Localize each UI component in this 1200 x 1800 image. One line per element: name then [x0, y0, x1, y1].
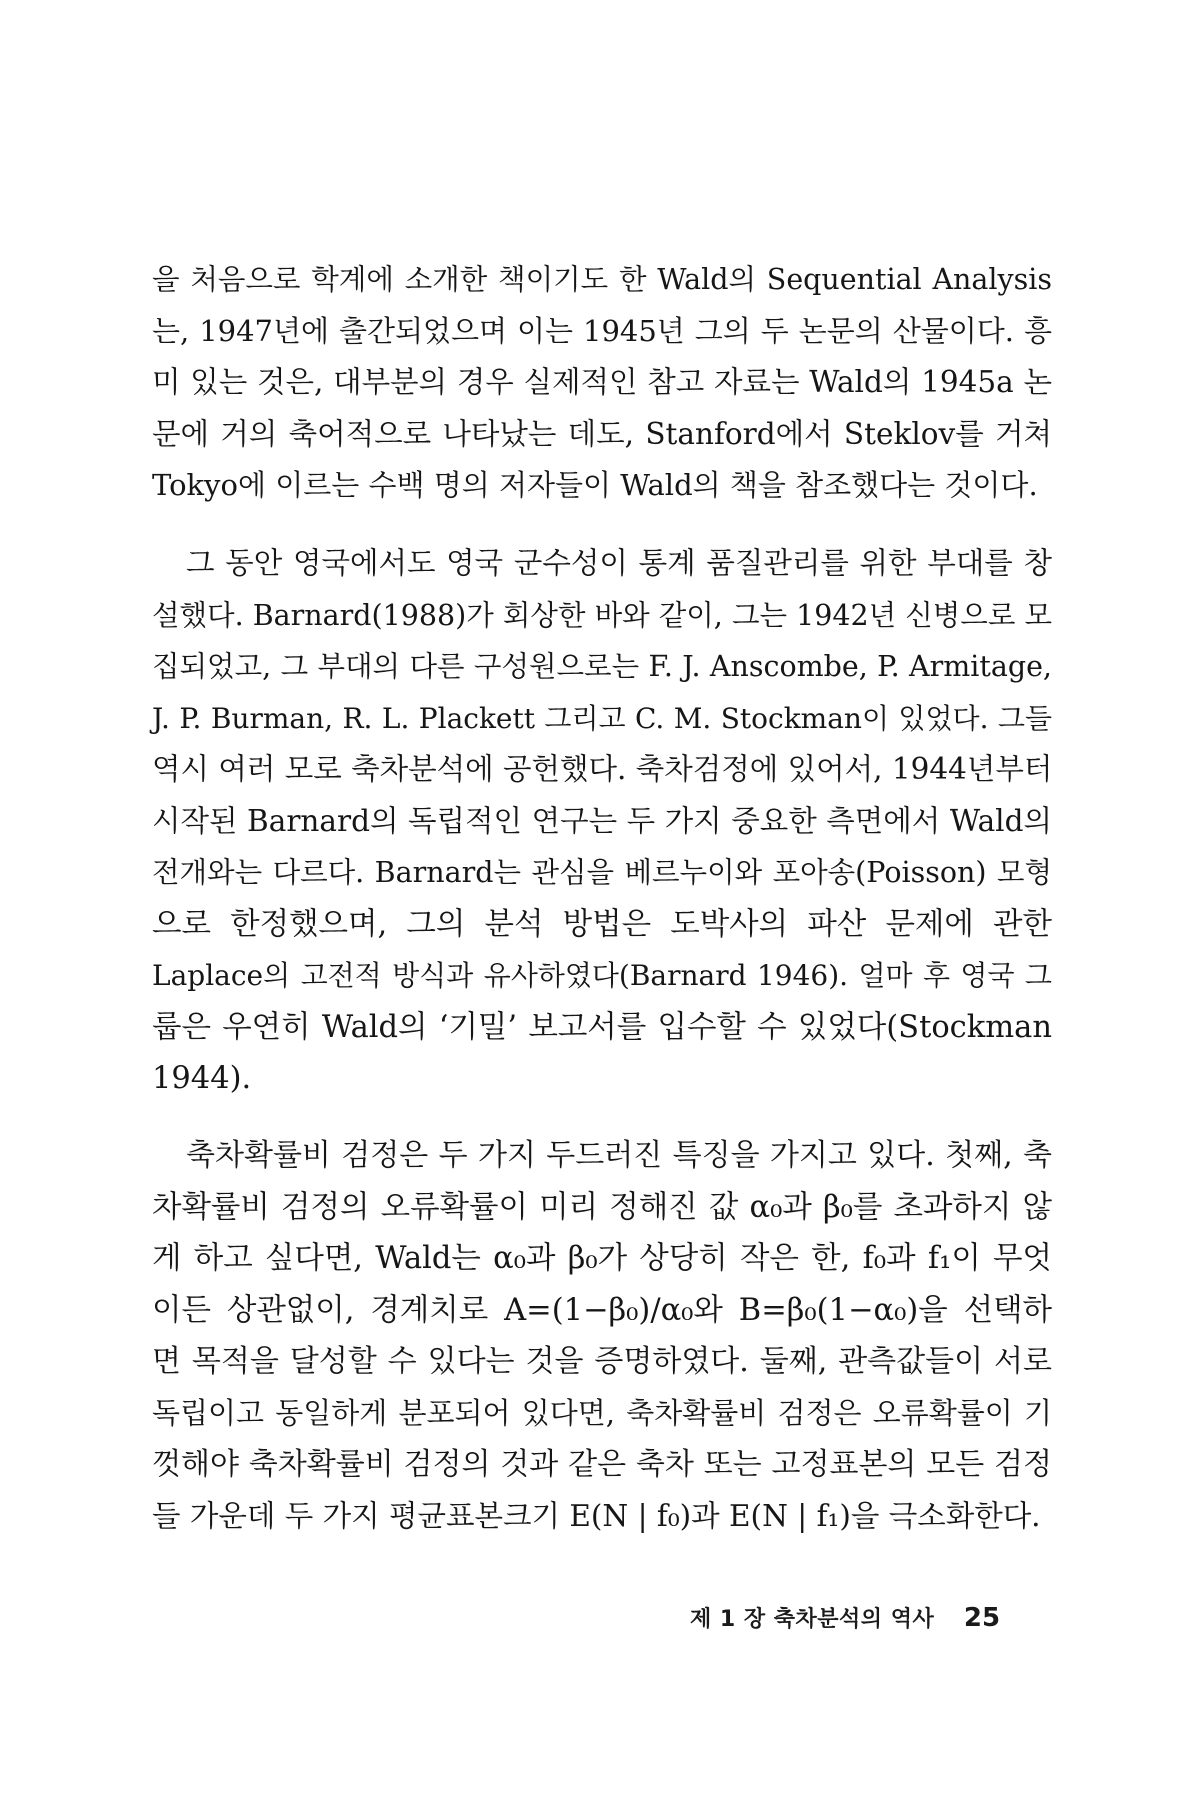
text-line: Tokyo에 이르는 수백 명의 저자들이 Wald의 책을 참조했다는 것이다. — [152, 468, 1038, 502]
text-line: 역시 여러 모로 축차분석에 공헌했다. 축차검정에 있어서, 1944년부터 — [152, 752, 1053, 786]
text-line: 독립이고 동일하게 분포되어 있다면, 축차확률비 검정은 오류확률이 기 — [152, 1395, 1052, 1430]
paragraph-wald-book — [152, 254, 1052, 512]
text-line: 집되었고, 그 부대의 다른 구성원으로는 F. J. Anscombe, P. Armitage, — [152, 650, 1052, 683]
text-line: 는, 1947년에 출간되었으며 이는 1945년 그의 두 논문의 산물이다. 흥 — [152, 313, 1052, 348]
text-line: J. P. Burman, R. L. Plackett 그리고 C. M. Stockman이 있었다. 그들 — [152, 701, 1052, 735]
text-line: 미 있는 것은, 대부분의 경우 실제적인 참고 자료는 Wald의 1945a 논 — [152, 365, 1052, 399]
text-line: 으로 한정했으며, 그의 분석 방법은 도박사의 파산 문제에 관한 — [152, 906, 1052, 942]
text-line: 이든 상관없이, 경계치로 A=(1−β₀)/α₀와 B=β₀(1−α₀)을 선택하 — [152, 1292, 1052, 1328]
text-line: 면 목적을 달성할 수 있다는 것을 증명하였다. 둘째, 관측값들이 서로 — [152, 1344, 1052, 1379]
text-line: 룹은 우연히 Wald의 ‘기밀’ 보고서를 입수할 수 있었다(Stockman — [152, 1009, 1052, 1045]
text-line: 설했다. Barnard(1988)가 회상한 바와 같이, 그는 1942년 신병으로 모 — [152, 598, 1052, 632]
text-line: 을 처음으로 학계에 소개한 책이기도 한 Wald의 Sequential Analysis — [152, 263, 1052, 296]
paragraph-sprt-features — [152, 1130, 1052, 1542]
text-line: 시작된 Barnard의 독립적인 연구는 두 가지 중요한 측면에서 Wald의 — [152, 803, 1052, 838]
chapter-title: 제 1 장 축차분석의 역사 — [690, 1607, 935, 1632]
text-line: 게 하고 싶다면, Wald는 α₀과 β₀가 상당히 작은 한, f₀과 f₁이 무엇 — [152, 1241, 1052, 1276]
text-line: 들 가운데 두 가지 평균표본크기 E(N | f₀)과 E(N | f₁)을 극소화한다. — [152, 1498, 1041, 1533]
text-line: 문에 거의 축어적으로 나타났는 데도, Stanford에서 Steklov를 거쳐 — [152, 416, 1052, 451]
page-number: 25 — [963, 1603, 1001, 1633]
text-line: 차확률비 검정의 오류확률이 미리 정해진 값 α₀과 β₀를 초과하지 않 — [152, 1189, 1052, 1225]
text-line: 축차확률비 검정은 두 가지 두드러진 특징을 가지고 있다. 첫째, 축 — [186, 1138, 1052, 1173]
paragraph-british-group — [152, 538, 1052, 1105]
text-line: 껏해야 축차확률비 검정의 것과 같은 축차 또는 고정표본의 모든 검정 — [152, 1447, 1052, 1482]
text-line: 1944). — [152, 1061, 252, 1096]
text-line: Laplace의 고전적 방식과 유사하였다(Barnard 1946). 얼마 후 영국 그 — [152, 959, 1052, 992]
text-line: 전개와는 다르다. Barnard는 관심을 베르누이와 포아송(Poisson) 모형 — [152, 856, 1052, 889]
text-line: 그 동안 영국에서도 영국 군수성이 통계 품질관리를 위한 부대를 창 — [186, 546, 1052, 580]
page-footer — [690, 1602, 1000, 1633]
